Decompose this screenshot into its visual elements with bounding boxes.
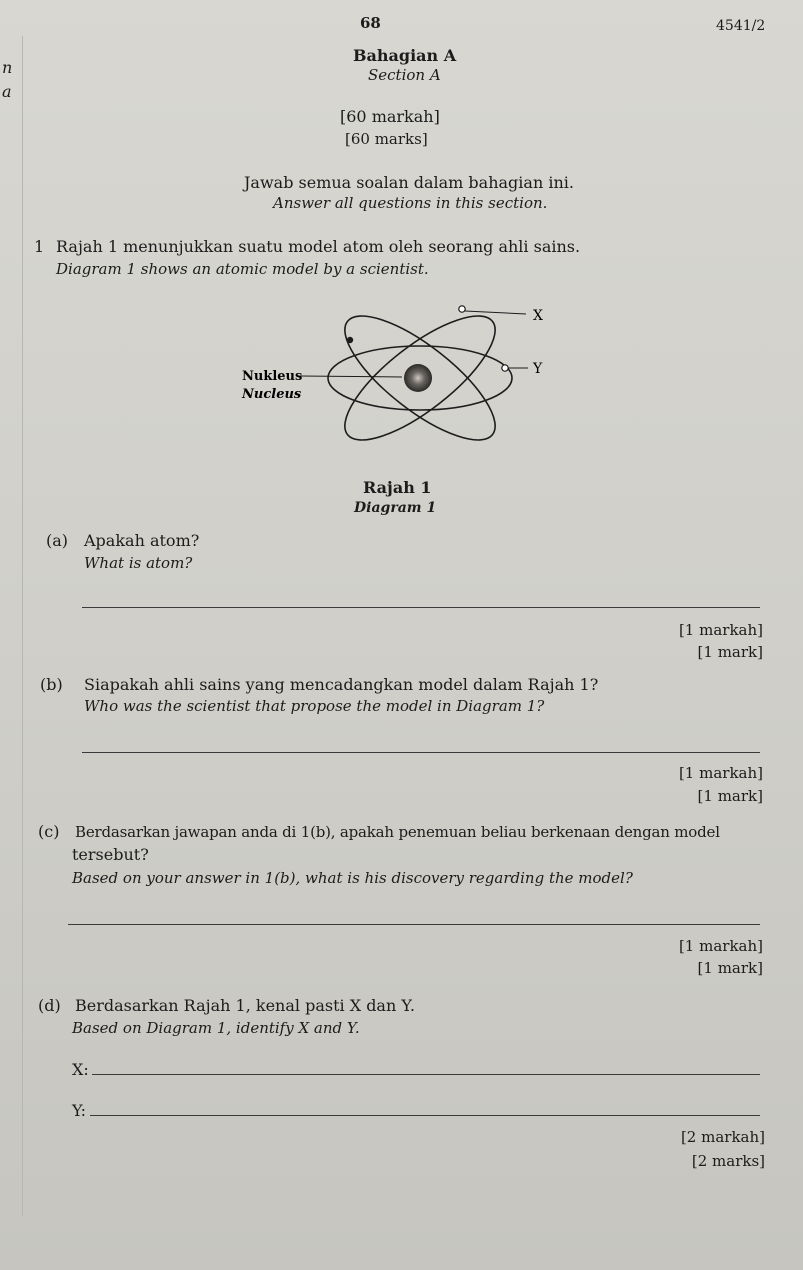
label-nucleus-ms: Nukleus [242, 369, 303, 384]
label-x: X [533, 308, 543, 324]
part-d-answer-x-line[interactable] [92, 1074, 760, 1075]
part-a-marks-ms: [1 markah] [678, 621, 763, 639]
paper-code: 4541/2 [716, 18, 766, 34]
part-a-question-ms: Apakah atom? [84, 531, 200, 550]
nucleus-sphere [404, 364, 432, 392]
part-d-question-en: Based on Diagram 1, identify X and Y. [72, 1019, 360, 1037]
label-nucleus-en: Nucleus [242, 387, 302, 402]
part-b-answer-line[interactable] [82, 752, 760, 753]
section-marks-ms: [60 markah] [340, 107, 440, 126]
part-d-marks-en: [2 marks] [691, 1152, 765, 1170]
section-marks-en: [60 marks] [345, 130, 428, 148]
diagram-caption-en: Diagram 1 [354, 500, 437, 516]
part-c-answer-line[interactable] [68, 924, 760, 925]
part-a-label: (a) [46, 531, 69, 550]
electron-y [502, 365, 508, 371]
electron-left [347, 337, 353, 343]
part-d-marks-ms: [2 markah] [680, 1128, 765, 1146]
edge-mark-2: a [2, 82, 12, 101]
part-b-label: (b) [40, 675, 63, 694]
part-c-question-ms-line1: Berdasarkan jawapan anda di 1(b), apakah penemuan beliau berkenaan dengan model [75, 823, 720, 841]
question-number: 1 [34, 237, 45, 256]
instruction-ms: Jawab semua soalan dalam bahagian ini. [244, 173, 574, 192]
page-number: 68 [360, 14, 381, 32]
part-a-question-en: What is atom? [84, 554, 193, 572]
part-c-question-ms-line2: tersebut? [72, 845, 149, 864]
part-d-question-ms: Berdasarkan Rajah 1, kenal pasti X dan Y. [75, 996, 415, 1015]
section-title-ms: Bahagian A [353, 46, 457, 65]
part-d-answer-y-label: Y: [72, 1101, 86, 1120]
pointer-x [465, 311, 526, 314]
part-d-answer-y-line[interactable] [90, 1115, 760, 1116]
part-b-question-en: Who was the scientist that propose the model in Diagram 1? [84, 697, 545, 715]
part-b-marks-ms: [1 markah] [678, 764, 763, 782]
part-b-marks-en: [1 mark] [697, 787, 763, 805]
part-c-marks-en: [1 mark] [697, 959, 763, 977]
label-y: Y [533, 361, 543, 377]
part-a-marks-en: [1 mark] [697, 643, 763, 661]
question-stem-ms: Rajah 1 menunjukkan suatu model atom oleh seorang ahli sains. [56, 237, 581, 256]
margin-line [22, 36, 23, 1216]
part-c-label: (c) [38, 822, 60, 841]
section-title-en: Section A [368, 66, 441, 84]
part-c-question-en: Based on your answer in 1(b), what is his discovery regarding the model? [72, 869, 633, 887]
part-b-question-ms: Siapakah ahli sains yang mencadangkan model dalam Rajah 1? [84, 675, 599, 694]
part-d-answer-x-label: X: [72, 1060, 89, 1079]
diagram-caption-ms: Rajah 1 [363, 478, 432, 497]
part-a-answer-line[interactable] [82, 607, 760, 608]
part-c-marks-ms: [1 markah] [678, 937, 763, 955]
instruction-en: Answer all questions in this section. [273, 194, 548, 212]
question-stem-en: Diagram 1 shows an atomic model by a scientist. [56, 260, 429, 278]
pointer-nucleus [300, 376, 402, 377]
atom-model-diagram [230, 290, 570, 470]
electron-x [459, 306, 465, 312]
part-d-label: (d) [38, 996, 61, 1015]
edge-mark-1: n [2, 58, 13, 77]
